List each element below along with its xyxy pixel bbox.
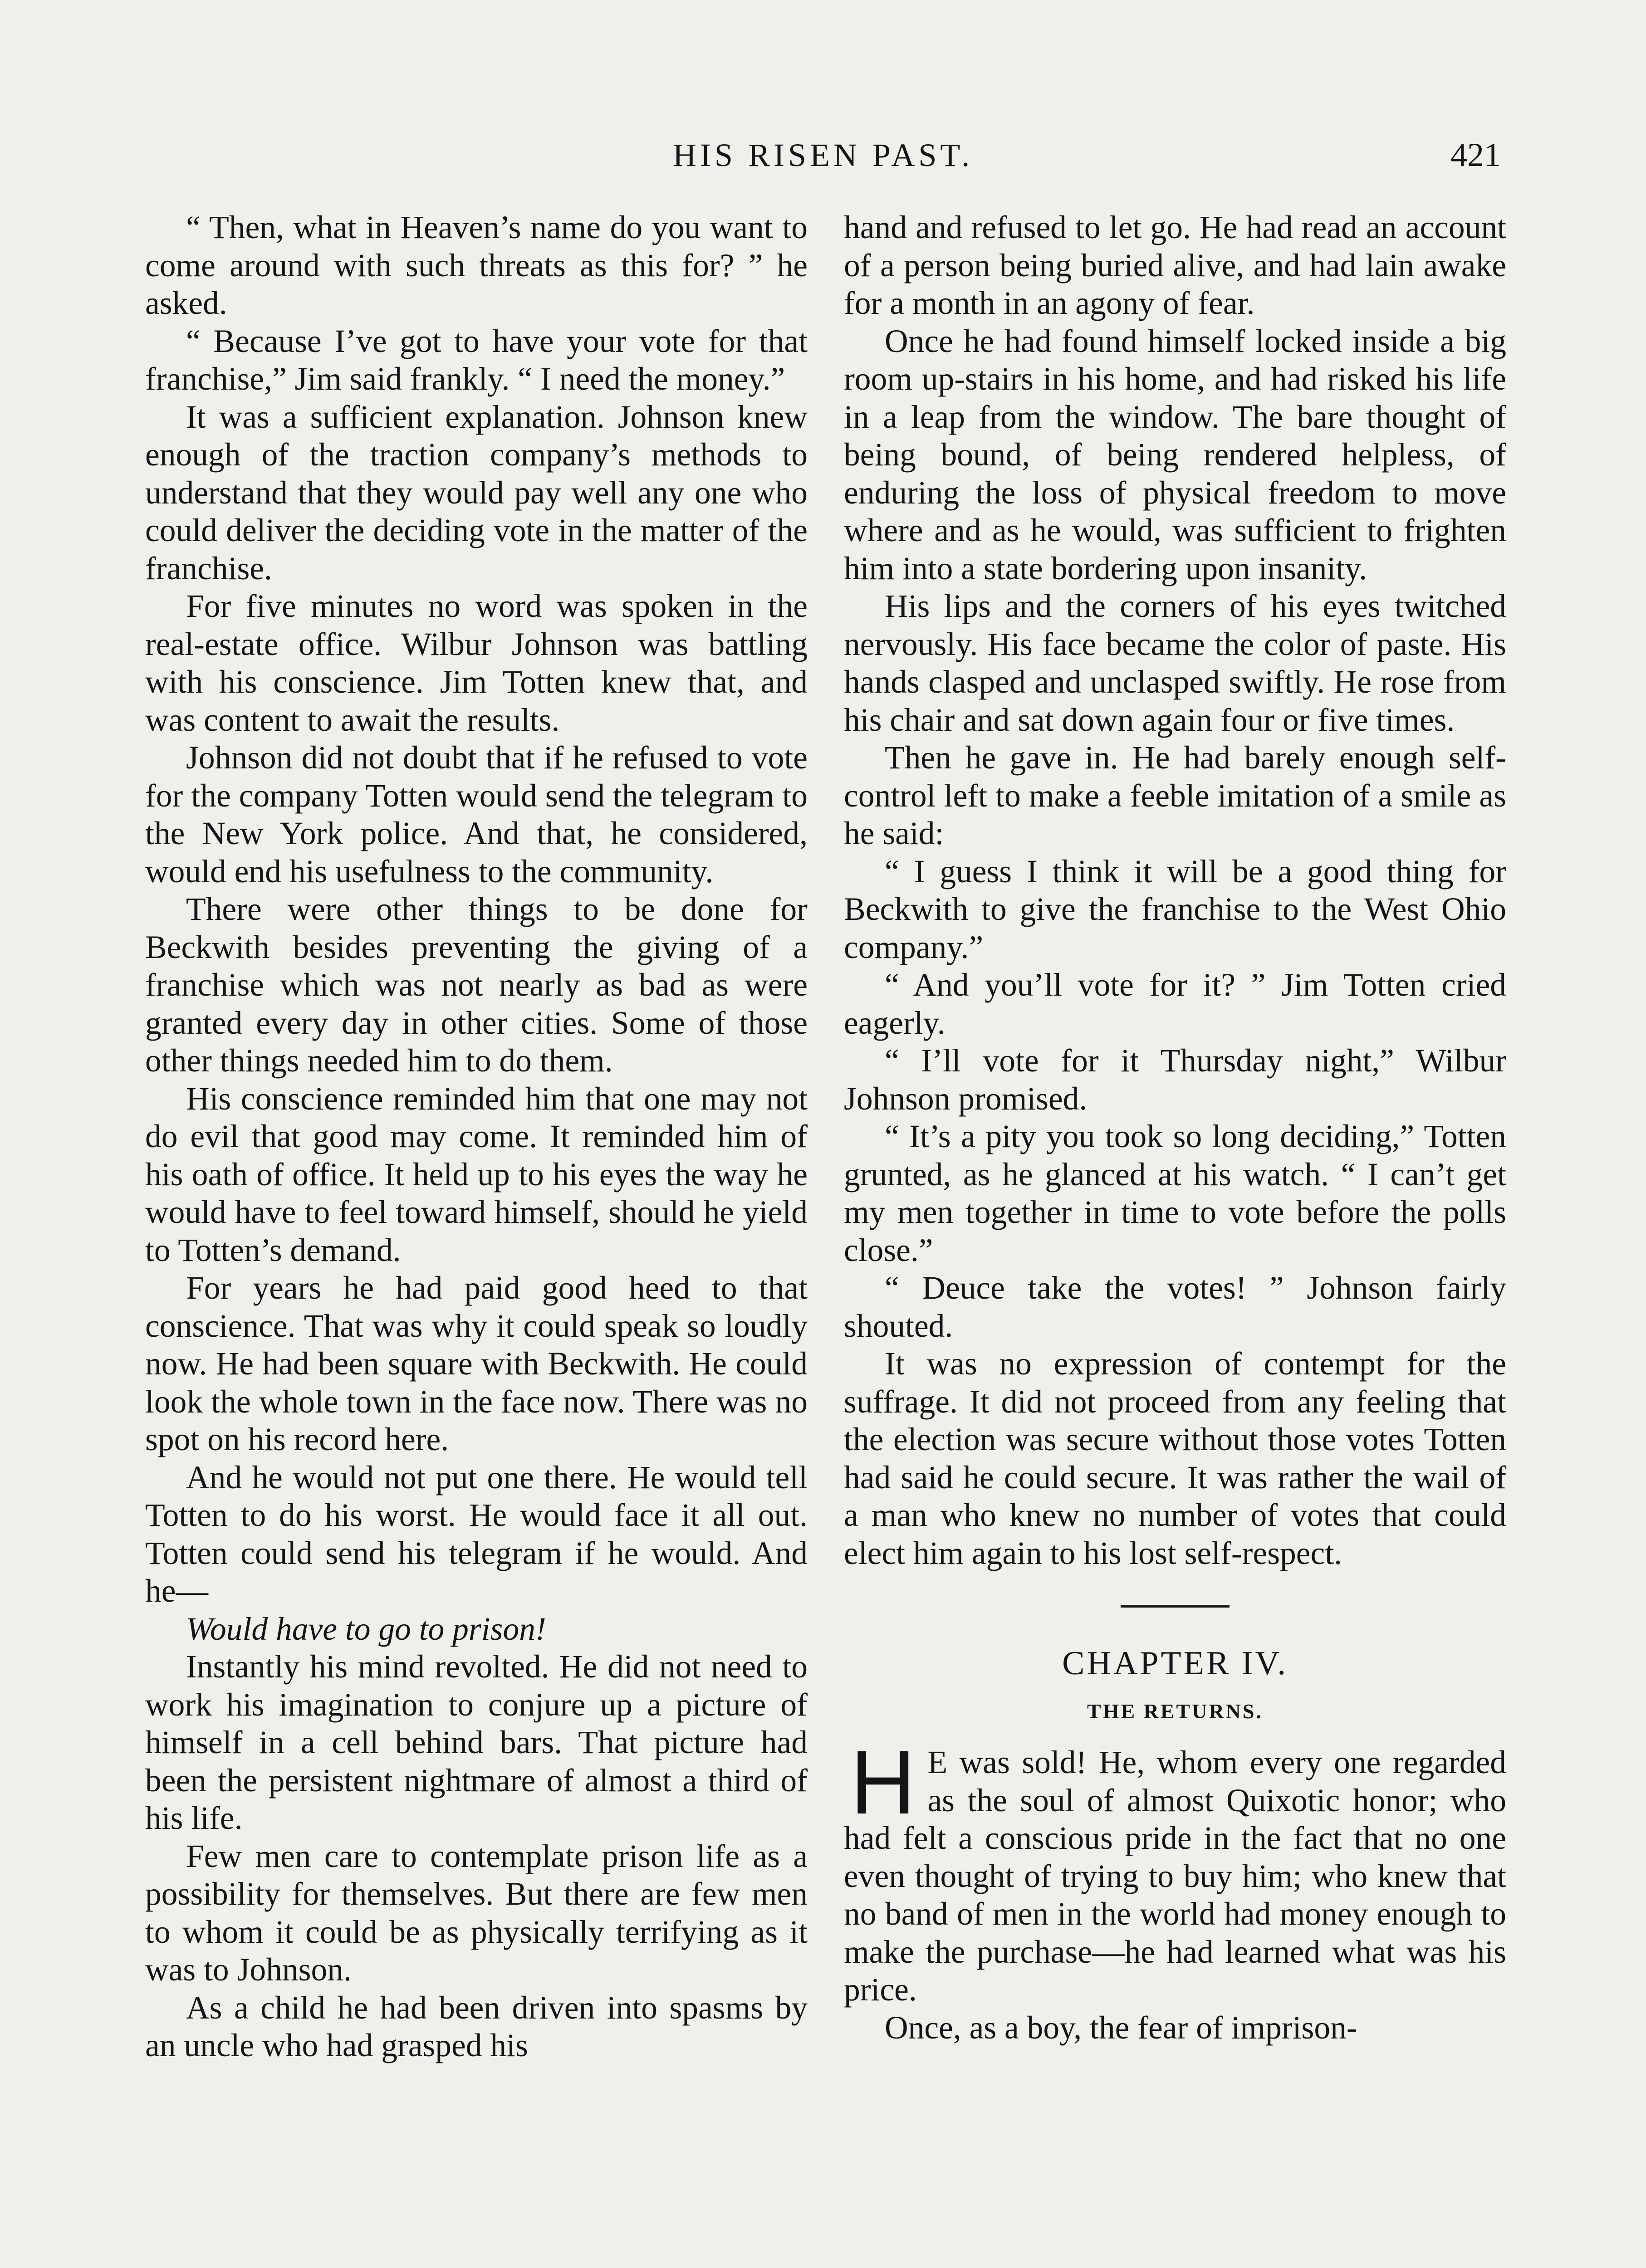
paragraph: Once he had found himself locked inside a big room up-stairs in his home, and had risked his life in a leap from the window. The bare thought of being bound, of being rendered helpless, of enduring the loss of physical freedom to move where and as he would, was sufficient to frighten him into a state bordering upon insanity. xyxy=(844,323,1506,587)
paragraph: “ Then, what in Heaven’s name do you want to come around with such threats as this for? ” he asked. xyxy=(145,210,808,321)
paragraph: For five minutes no word was spoken in the real-estate office. Wilbur Johnson was battling with his conscience. Jim Totten knew that, and was content to await the results. xyxy=(145,588,808,738)
dropcap-paragraph-text: E was sold! He, whom every one regarded as the soul of almost Quixotic honor; who had felt a conscious pride in the fact that no one even thought of trying to buy him; who knew that no band of men in the world had money enough to make the purchase—he had learned what was his price. xyxy=(844,1745,1506,2008)
paragraph: His lips and the corners of his eyes twitched nervously. His face became the color of paste. His hands clasped and unclasped swiftly. He rose from his chair and sat down again four or five times. xyxy=(844,588,1506,738)
paragraph: His conscience reminded him that one may not do evil that good may come. It reminded him of his oath of office. It held up to his eyes the way he would have to feel toward himself, should he yield to Totten’s demand. xyxy=(145,1080,808,1268)
paragraph: “ Deuce take the votes! ” Johnson fairly shouted. xyxy=(844,1270,1506,1344)
paragraph: Few men care to contemplate prison life as a possibility for themselves. But there are few men to whom it could be as physically terrifying as it was to Johnson. xyxy=(145,1838,808,1988)
paragraph: It was a sufficient explanation. Johnson knew enough of the traction company’s methods to understand that they would pay well any one who could deliver the deciding vote in the matter of the franchise. xyxy=(145,399,808,587)
paragraph: It was no expression of contempt for the suffrage. It did not proceed from any feeling that the election was secure without those votes Totten had said he could secure. It was rather the wail of a man who knew no number of votes that could elect him again to his lost self-respect. xyxy=(844,1346,1506,1571)
paragraph: Once, as a boy, the fear of imprison- xyxy=(885,2009,1357,2046)
paragraph: For years he had paid good heed to that conscience. That was why it could speak so loudly now. He had been square with Beckwith. He could look the whole town in the face now. There was no spot on his record here. xyxy=(145,1270,808,1457)
paragraph: Johnson did not doubt that if he refused to vote for the company Totten would send the telegram to the New York police. And that, he considered, would end his usefulness to the community. xyxy=(145,740,808,890)
dropcap-paragraph xyxy=(844,1732,1506,2009)
left-column xyxy=(145,209,808,2065)
paragraph: And he would not put one there. He would tell Totten to do his worst. He would face it all out. Totten could send his telegram if he would. And he— xyxy=(145,1459,808,1609)
section-divider xyxy=(1121,1605,1230,1608)
paragraph: Instantly his mind revolted. He did not need to work his imagination to conjure up a picture of himself in a cell behind bars. That picture had been the persistent nightmare of almost a third of his life. xyxy=(145,1649,808,1836)
right-column xyxy=(844,209,1506,2047)
paragraph: “ It’s a pity you took so long deciding,” Totten grunted, as he glanced at his watch. “ I can’t get my men together in time to vote before the polls close.” xyxy=(844,1119,1506,1268)
page-number: 421 xyxy=(1450,137,1501,174)
paragraph: “ Because I’ve got to have your vote for that franchise,” Jim said frankly. “ I need the money.” xyxy=(145,323,808,397)
running-head xyxy=(145,132,1501,187)
paragraph: “ And you’ll vote for it? ” Jim Totten cried eagerly. xyxy=(844,967,1506,1041)
running-title: HIS RISEN PAST. xyxy=(672,137,974,173)
chapter-title: CHAPTER IV. xyxy=(1062,1645,1288,1682)
chapter-subtitle: THE RETURNS. xyxy=(1087,1700,1263,1723)
italic-paragraph: Would have to go to prison! xyxy=(186,1611,546,1647)
paragraph: There were other things to be done for Beckwith besides preventing the giving of a franchise which was not nearly as bad as were granted every day in other cities. Some of those other things needed him to do them. xyxy=(145,891,808,1079)
paragraph: As a child he had been driven into spasms by an uncle who had grasped his xyxy=(145,1989,808,2063)
paragraph: “ I guess I think it will be a good thing for Beckwith to give the franchise to the West Ohio company.” xyxy=(844,853,1506,965)
paragraph: “ I’ll vote for it Thursday night,” Wilbur Johnson promised. xyxy=(844,1043,1506,1117)
paragraph: Then he gave in. He had barely enough self-control left to make a feeble imitation of a smile as he said: xyxy=(844,740,1506,851)
paragraph: hand and refused to let go. He had read an account of a person being buried alive, and had lain awake for a month in an agony of fear. xyxy=(844,210,1506,321)
drop-cap: H xyxy=(850,1732,916,1833)
